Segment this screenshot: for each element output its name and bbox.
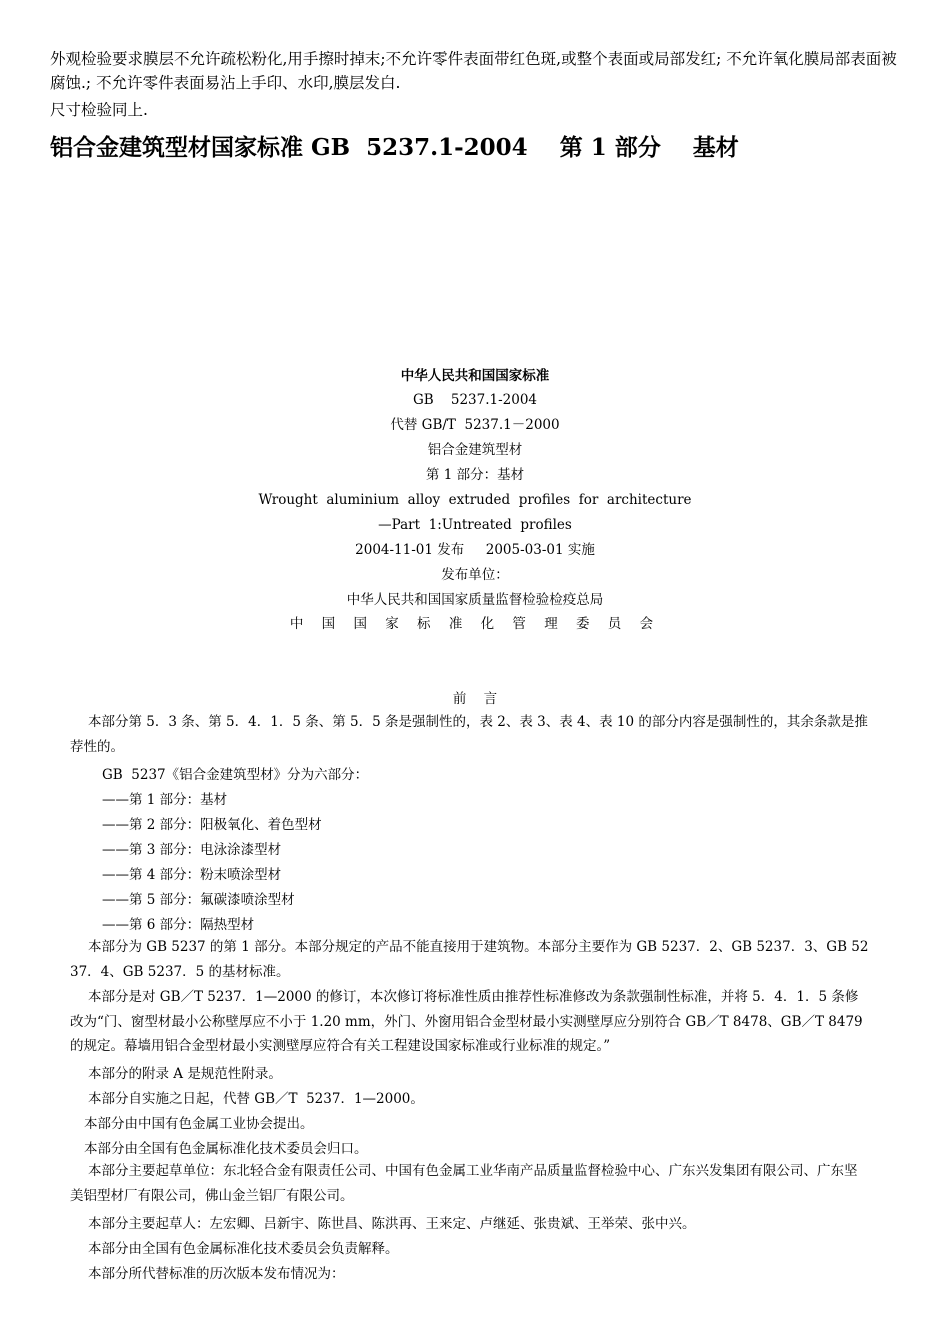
cover-dates: 2004-11-01 发布 2005-03-01 实施 bbox=[355, 542, 595, 558]
cover-replaces: 代替 GB/T 5237.1－2000 bbox=[390, 417, 560, 433]
cover-issuer-1: 中华人民共和国国家质量监督检验检疫总局 bbox=[346, 592, 604, 608]
foreword-paragraph: 本部分为 GB 5237 的第 1 部分。本部分规定的产品不能直接用于建筑物。本部分主要作为 GB 5237．2、GB 5237．3、GB 5237．4、GB 5237．5 的基材标准。 bbox=[70, 939, 869, 980]
cover-part-title: 第 1 部分：基材 bbox=[425, 467, 525, 483]
foreword-paragraph: 本部分是对 GB／T 5237．1—2000 的修订，本次修订将标准性质由推荐性标准修改为条款强制性标准，并将 5．4．1．5 条修改为“门、窗型材最小公称壁厚应不小于 1.20 mm，外门、外窗用铝合金型材最小实测壁厚应分别符合 GB／T 8478、GB／T 8479 的规定。幕墙用铝合金型材最小实测壁厚应符合有关工程建设国家标准或行业标准的规定。” bbox=[70, 989, 863, 1055]
cover-issuer-2: 中 国 国 家 标 准 化 管 理 委 员 会 bbox=[289, 616, 661, 632]
cover-en-title-2: —Part 1:Untreated profiles bbox=[378, 517, 572, 533]
part-list-item: ——第 1 部分：基材 bbox=[102, 792, 228, 808]
dimension-note: 尺寸检验同上. bbox=[50, 101, 148, 119]
foreword-paragraph: 本部分第 5．3 条、第 5．4．1．5 条、第 5．5 条是强制性的，表 2、表 3、表 4、表 10 的部分内容是强制性的，其余条款是推荐性的。 bbox=[70, 714, 868, 755]
part-list-item: ——第 2 部分：阳极氧化、着色型材 bbox=[102, 817, 322, 833]
foreword-paragraph: 本部分所代替标准的历次版本发布情况为： bbox=[88, 1266, 345, 1282]
foreword-paragraph: 本部分的附录 A 是规范性附录。 bbox=[88, 1066, 282, 1082]
part-list-item: ——第 6 部分：隔热型材 bbox=[102, 917, 255, 933]
cover-standard-no: GB 5237.1-2004 bbox=[412, 392, 538, 408]
main-heading: 铝合金建筑型材国家标准 GB 5237.1-2004 第 1 部分 基材 bbox=[50, 134, 739, 161]
foreword-paragraph: 本部分由全国有色金属标准化技术委员会归口。 bbox=[84, 1141, 368, 1157]
foreword-heading: 前 言 bbox=[452, 691, 498, 707]
foreword-paragraph: 本部分主要起草单位：东北轻合金有限责任公司、中国有色金属工业华南产品质量监督检验中心、广东兴发集团有限公司、广东坚美铝型材厂有限公司，佛山金兰铝厂有限公司。 bbox=[70, 1163, 858, 1204]
part-list-item: ——第 3 部分：电泳涂漆型材 bbox=[102, 842, 282, 858]
cover-cn-title: 铝合金建筑型材 bbox=[427, 442, 523, 458]
foreword-paragraph: 本部分由中国有色金属工业协会提出。 bbox=[84, 1116, 314, 1132]
cover-en-title-1: Wrought aluminium alloy extruded profiles for architecture bbox=[258, 492, 692, 508]
foreword-paragraph: GB 5237《铝合金建筑型材》分为六部分： bbox=[102, 767, 369, 783]
foreword-paragraph: 本部分主要起草人：左宏卿、吕新宇、陈世昌、陈洪再、王来定、卢继延、张贵斌、王举荣、张中兴。 bbox=[88, 1216, 696, 1232]
part-list-item: ——第 5 部分：氟碳漆喷涂型材 bbox=[102, 892, 295, 908]
cover-issuer-label: 发布单位： bbox=[441, 567, 509, 583]
intro-paragraph: 外观检验要求膜层不允许疏松粉化,用手擦时掉末;不允许零件表面带红色斑,或整个表面或局部发红; 不允许氧化膜局部表面被腐蚀.; 不允许零件表面易沾上手印、水印,膜层发白. bbox=[50, 50, 897, 92]
part-list-item: ——第 4 部分：粉末喷涂型材 bbox=[102, 867, 282, 883]
cover-org-title: 中华人民共和国国家标准 bbox=[400, 368, 550, 384]
foreword-paragraph: 本部分由全国有色金属标准化技术委员会负责解释。 bbox=[88, 1241, 399, 1257]
foreword-paragraph: 本部分自实施之日起，代替 GB／T 5237．1—2000。 bbox=[88, 1091, 424, 1107]
